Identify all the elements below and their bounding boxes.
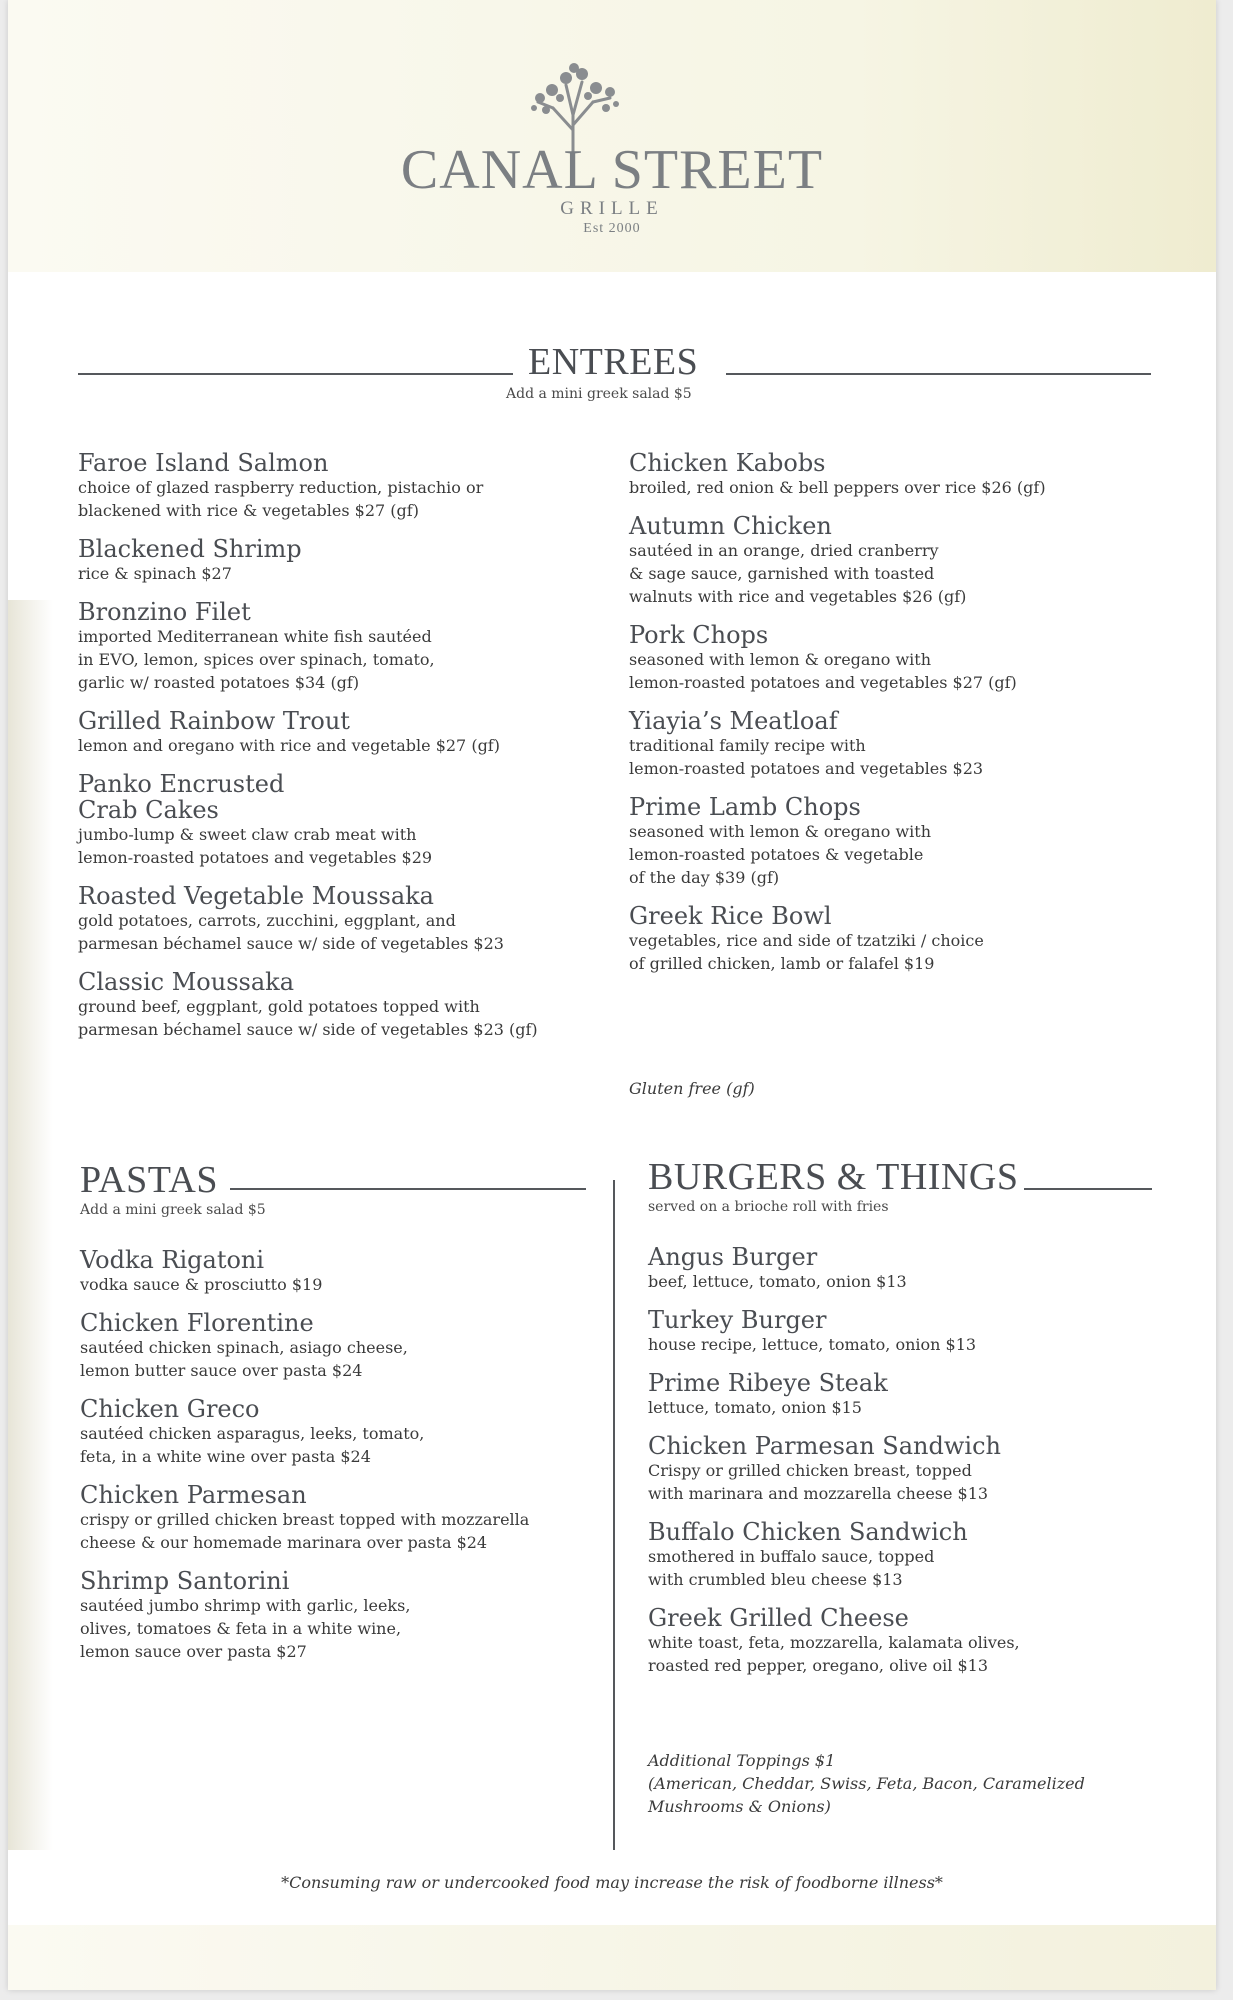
menu-item-description: lettuce, tomato, onion $15 [648, 1398, 862, 1417]
gluten-free-note: Gluten free (gf) [629, 1079, 755, 1098]
menu-item-description: sautéed chicken asparagus, leeks, tomato, feta, in a white wine over pasta $24 [80, 1424, 425, 1466]
menu-item-name: Greek Grilled Cheese [648, 1604, 909, 1632]
menu-item [78, 771, 618, 869]
menu-page [8, 0, 1216, 1990]
menu-item-name: Grilled Rainbow Trout [78, 707, 350, 735]
menu-item-name: Bronzino Filet [78, 598, 251, 626]
entrees-subtitle: Add a mini greek salad $5 [506, 386, 692, 402]
menu-item [629, 708, 1189, 780]
menu-item-name: Faroe Island Salmon [78, 449, 329, 477]
entrees-rule-left [78, 373, 513, 375]
menu-item-description: sautéed jumbo shrimp with garlic, leeks, olives, tomatoes & feta in a white wine, lemon sauce over pasta $27 [80, 1596, 411, 1661]
menu-item [80, 1310, 610, 1382]
entrees-rule-right [726, 373, 1151, 375]
menu-item-name: Greek Rice Bowl [629, 902, 832, 930]
burgers-rule [1024, 1188, 1152, 1190]
menu-item [78, 536, 618, 585]
page-shadow [8, 600, 53, 1850]
menu-item-description: jumbo-lump & sweet claw crab meat with lemon-roasted potatoes and vegetables $29 [78, 825, 433, 867]
menu-item [629, 622, 1189, 694]
menu-item [648, 1519, 1208, 1591]
menu-item [648, 1244, 1208, 1293]
pastas-column [80, 1247, 610, 1677]
entrees-right-column [629, 450, 1189, 989]
burgers-subtitle: served on a brioche roll with fries [648, 1199, 889, 1215]
menu-item-name: Blackened Shrimp [78, 535, 302, 563]
menu-item-description: seasoned with lemon & oregano with lemon-roasted potatoes and vegetables $27 (gf) [629, 650, 1017, 692]
menu-item-name: Yiayia’s Meatloaf [629, 707, 838, 735]
menu-item [629, 903, 1189, 975]
menu-item-name: Chicken Florentine [80, 1309, 314, 1337]
menu-item-description: beef, lettuce, tomato, onion $13 [648, 1272, 907, 1291]
brand-name: CANAL STREET [400, 139, 824, 201]
additional-toppings-note: Additional Toppings $1 (American, Cheddar, Swiss, Feta, Bacon, Caramelized Mushrooms & Onions) [648, 1751, 1085, 1816]
footer-band [8, 1925, 1216, 1990]
menu-item-description: choice of glazed raspberry reduction, pistachio or blackened with rice & vegetables $27 (gf) [78, 478, 484, 520]
brand-established: Est 2000 [583, 221, 641, 236]
menu-item-name: Angus Burger [648, 1243, 818, 1271]
menu-item [648, 1307, 1208, 1356]
menu-item-description: gold potatoes, carrots, zucchini, eggplant, and parmesan béchamel sauce w/ side of vegetables $23 [78, 911, 504, 953]
menu-item-description: broiled, red onion & bell peppers over rice $26 (gf) [629, 478, 1046, 497]
menu-item-name: Prime Ribeye Steak [648, 1369, 888, 1397]
menu-item-name: Autumn Chicken [629, 512, 832, 540]
menu-item-name: Chicken Parmesan Sandwich [648, 1432, 1001, 1460]
pastas-title: PASTAS [80, 1159, 218, 1201]
pastas-subtitle: Add a mini greek salad $5 [80, 1202, 266, 1218]
menu-item [78, 883, 618, 955]
menu-item-name: Vodka Rigatoni [80, 1246, 265, 1274]
menu-item [78, 969, 618, 1041]
menu-item-name: Chicken Greco [80, 1395, 260, 1423]
brand-subtitle: GRILLE [560, 198, 664, 219]
menu-item [648, 1605, 1208, 1677]
menu-item-description: sautéed in an orange, dried cranberry & sage sauce, garnished with toasted walnuts with rice and vegetables $26 (gf) [629, 541, 967, 606]
menu-item-description: traditional family recipe with lemon-roasted potatoes and vegetables $23 [629, 736, 984, 778]
menu-item-description: rice & spinach $27 [78, 564, 232, 583]
menu-item [80, 1482, 610, 1554]
menu-item-description: crispy or grilled chicken breast topped with mozzarella cheese & our homemade marinara over pasta $24 [80, 1510, 530, 1552]
menu-item-name: Shrimp Santorini [80, 1567, 290, 1595]
burgers-column [648, 1244, 1208, 1691]
menu-item [78, 599, 618, 694]
menu-item-description: sautéed chicken spinach, asiago cheese, lemon butter sauce over pasta $24 [80, 1338, 408, 1380]
entrees-title: ENTREES [528, 341, 699, 383]
menu-item-description: vodka sauce & prosciutto $19 [80, 1275, 323, 1294]
menu-item [629, 450, 1189, 499]
burgers-title: BURGERS & THINGS [648, 1156, 1019, 1198]
menu-item [80, 1396, 610, 1468]
menu-item-description: house recipe, lettuce, tomato, onion $13 [648, 1335, 977, 1354]
menu-item-name: Prime Lamb Chops [629, 793, 861, 821]
menu-item-description: Crispy or grilled chicken breast, topped with marinara and mozzarella cheese $13 [648, 1461, 989, 1503]
menu-item [629, 794, 1189, 889]
menu-item-description: vegetables, rice and side of tzatziki / choice of grilled chicken, lamb or falafel $19 [629, 931, 984, 973]
menu-item-name: Pork Chops [629, 621, 769, 649]
entrees-left-column [78, 450, 618, 1055]
column-divider [613, 1180, 615, 1850]
menu-item-description: lemon and oregano with rice and vegetable $27 (gf) [78, 736, 500, 755]
menu-item-description: seasoned with lemon & oregano with lemon-roasted potatoes & vegetable of the day $39 (gf) [629, 822, 932, 887]
menu-item-name: Chicken Kabobs [629, 449, 826, 477]
menu-item [648, 1433, 1208, 1505]
menu-item [80, 1568, 610, 1663]
menu-item-name: Chicken Parmesan [80, 1481, 307, 1509]
menu-item-description: ground beef, eggplant, gold potatoes topped with parmesan béchamel sauce w/ side of vegetables $23 (gf) [78, 997, 538, 1039]
food-safety-warning: *Consuming raw or undercooked food may increase the risk of foodborne illness* [281, 1873, 943, 1892]
pastas-rule [230, 1188, 586, 1190]
menu-item-name: Classic Moussaka [78, 968, 294, 996]
menu-item-name: Buffalo Chicken Sandwich [648, 1518, 968, 1546]
menu-item-description: imported Mediterranean white fish sautéed in EVO, lemon, spices over spinach, tomato, garlic w/ roasted potatoes $34 (gf) [78, 627, 435, 692]
menu-item [78, 708, 618, 757]
menu-item [78, 450, 618, 522]
menu-item-name: Roasted Vegetable Moussaka [78, 882, 434, 910]
menu-item-description: white toast, feta, mozzarella, kalamata olives, roasted red pepper, oregano, olive oil $13 [648, 1633, 1020, 1675]
menu-item-description: smothered in buffalo sauce, topped with crumbled bleu cheese $13 [648, 1547, 935, 1589]
menu-item [80, 1247, 610, 1296]
menu-item-name: Turkey Burger [648, 1306, 827, 1334]
menu-item-name: Panko Encrusted Crab Cakes [78, 770, 285, 824]
menu-item [648, 1370, 1208, 1419]
menu-item [629, 513, 1189, 608]
